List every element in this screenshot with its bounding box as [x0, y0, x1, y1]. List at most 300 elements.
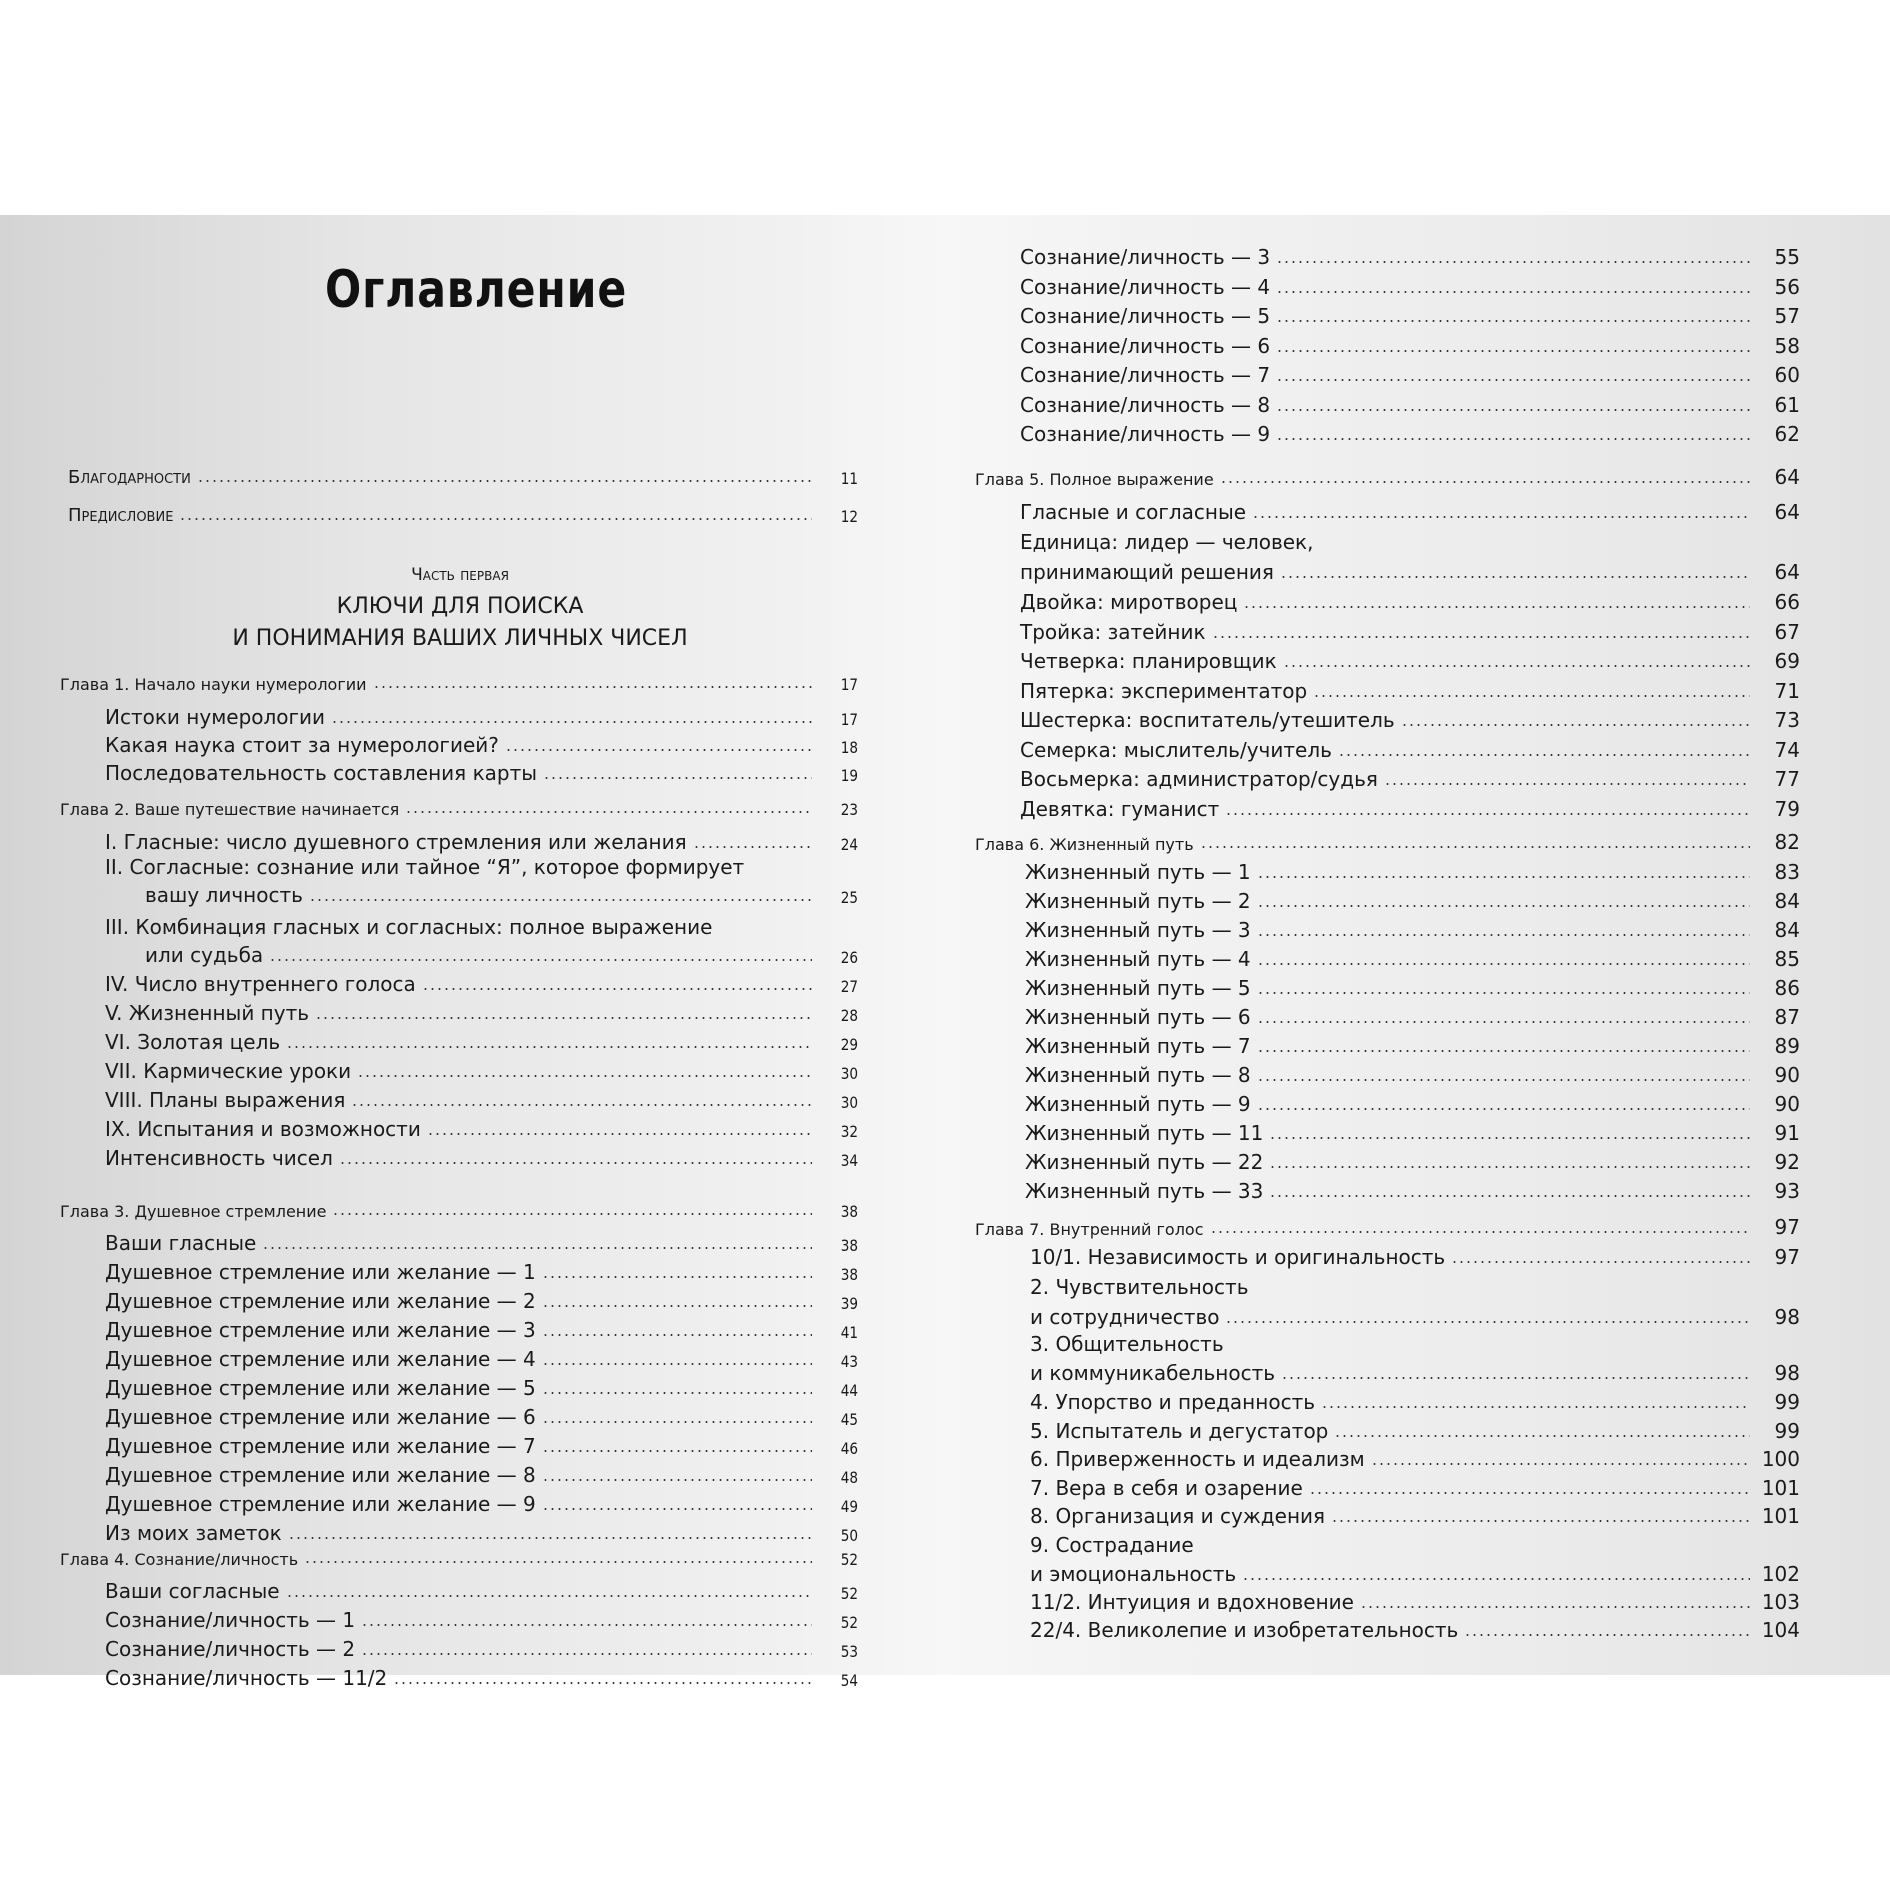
entry-title: Какая наука стоит за нумерологией?: [105, 733, 499, 757]
entry-page: 62: [1774, 422, 1800, 446]
toc-entry[interactable]: [1020, 797, 1800, 821]
dot-leader: [1313, 695, 1750, 697]
chapter-6-heading[interactable]: [975, 830, 1800, 854]
entry-page: 101: [1761, 1504, 1800, 1528]
entry-title: Жизненный путь — 4: [1025, 947, 1251, 971]
entry-page: 64: [1774, 560, 1800, 584]
entry-page: 64: [1774, 500, 1800, 524]
dot-leader: [1276, 409, 1750, 411]
dot-leader: [542, 1363, 812, 1365]
entry-title: Глава 5. Полное выражение: [975, 470, 1214, 489]
toc-entry[interactable]: [1030, 1305, 1800, 1329]
dot-leader: [1212, 636, 1750, 638]
dot-leader: [1360, 1606, 1750, 1608]
toc-entry[interactable]: [105, 1637, 858, 1661]
dot-leader: [1257, 1079, 1750, 1081]
toc-entry[interactable]: [1020, 275, 1800, 299]
dot-leader: [1276, 438, 1750, 440]
entry-title: Глава 2. Ваше путешествие начинается: [60, 800, 400, 819]
toc-entry[interactable]: [1030, 1590, 1800, 1614]
toc-entry[interactable]: [105, 1260, 858, 1284]
dot-leader: [179, 518, 812, 520]
entry-page: 83: [1774, 860, 1800, 884]
entry-title: VII. Кармические уроки: [105, 1059, 352, 1083]
toc-entry[interactable]: [1025, 1179, 1800, 1203]
entry-page: 30: [840, 1064, 858, 1083]
toc-entry[interactable]: [1025, 1005, 1800, 1029]
entry-page: 90: [1774, 1063, 1800, 1087]
toc-entry[interactable]: [1020, 363, 1800, 387]
toc-entry-line1: II. Согласные: сознание или тайное “Я”, которое формирует: [105, 855, 745, 879]
entry-page: 52: [840, 1550, 858, 1569]
entry-title: Сознание/личность — 11/2: [105, 1666, 388, 1690]
entry-title: Сознание/личность — 9: [1020, 422, 1271, 446]
toc-entry[interactable]: [1030, 1476, 1800, 1500]
entry-title: Жизненный путь — 8: [1025, 1063, 1251, 1087]
entry-page: 38: [840, 1236, 858, 1255]
toc-entry-preface[interactable]: [68, 505, 858, 526]
entry-title: Девятка: гуманист: [1020, 796, 1220, 821]
entry-title: I. Гласные: число душевного стремления или желания: [105, 830, 687, 854]
entry-title: Сознание/личность — 6: [1020, 333, 1271, 358]
toc-entry[interactable]: [105, 705, 858, 729]
entry-title: Из моих заметок: [105, 1521, 282, 1545]
dot-leader: [1321, 1406, 1750, 1408]
entry-page: 104: [1761, 1618, 1800, 1642]
toc-entry[interactable]: [105, 1030, 858, 1054]
entry-title: Жизненный путь — 9: [1025, 1092, 1251, 1116]
entry-title: Сознание/личность — 4: [1020, 274, 1271, 299]
entry-title: Сознание/личность — 8: [1020, 392, 1271, 417]
dot-leader: [1281, 1377, 1750, 1379]
toc-entry-line1: 2. Чувствительность: [1030, 1275, 1249, 1299]
part-title-line1: КЛЮЧИ ДЛЯ ПОИСКА: [336, 594, 584, 619]
dot-leader: [351, 1104, 812, 1106]
toc-entry[interactable]: [1020, 767, 1800, 791]
dot-leader: [542, 1276, 812, 1278]
entry-title: Сознание/личность — 5: [1020, 304, 1271, 328]
left-page: [60, 215, 860, 1690]
toc-entry[interactable]: [1020, 500, 1800, 524]
dot-leader: [1334, 1435, 1750, 1437]
toc-entry[interactable]: [1025, 1092, 1800, 1116]
entry-page: 11: [840, 469, 858, 488]
dot-leader: [1283, 665, 1750, 667]
entry-page: 48: [840, 1468, 858, 1487]
book-spread: [0, 215, 1890, 1690]
dot-leader: [1451, 1261, 1750, 1263]
entry-title: Двойка: миротворец: [1020, 590, 1238, 614]
entry-title: Последовательность составления карты: [105, 761, 538, 785]
dot-leader: [332, 1213, 812, 1215]
entry-page: 98: [1774, 1305, 1800, 1329]
entry-title: и коммуникабельность: [1030, 1361, 1276, 1385]
toc-entry[interactable]: [1020, 620, 1800, 644]
toc-entry[interactable]: [1030, 1419, 1800, 1443]
toc-entry[interactable]: [105, 1434, 858, 1458]
entry-title: 11/2. Интуиция и вдохновение: [1030, 1590, 1354, 1614]
toc-entry-line1: 3. Общительность: [1030, 1332, 1224, 1356]
toc-entry[interactable]: [1020, 245, 1800, 269]
entry-title: Душевное стремление или желание — 1: [105, 1260, 536, 1284]
entry-page: 17: [840, 710, 858, 729]
toc-entry[interactable]: [105, 733, 858, 757]
entry-page: 100: [1761, 1447, 1800, 1471]
dot-leader: [422, 988, 812, 990]
entry-title: 8. Организация и суждения: [1030, 1504, 1326, 1528]
toc-entry[interactable]: [1030, 1447, 1800, 1471]
dot-leader: [1210, 1231, 1751, 1233]
entry-page: 57: [1774, 304, 1800, 328]
toc-entry[interactable]: [1025, 947, 1800, 971]
entry-page: 97: [1774, 1215, 1800, 1239]
dot-leader: [373, 686, 812, 688]
entry-page: 99: [1774, 1418, 1800, 1443]
entry-title: Душевное стремление или желание — 3: [105, 1318, 536, 1342]
dot-leader: [542, 1479, 812, 1481]
dot-leader: [331, 721, 812, 723]
toc-entry[interactable]: [1020, 304, 1800, 328]
entry-title: VI. Золотая цель: [105, 1030, 281, 1054]
dot-leader: [1276, 320, 1750, 322]
entry-title: Жизненный путь — 2: [1025, 889, 1251, 913]
entry-page: 99: [1774, 1390, 1800, 1414]
entry-page: 93: [1774, 1179, 1800, 1203]
entry-title: Жизненный путь — 33: [1025, 1179, 1264, 1203]
dot-leader: [288, 1537, 812, 1539]
toc-entry[interactable]: [105, 1059, 858, 1083]
entry-page: 38: [840, 1265, 858, 1284]
entry-page: 56: [1774, 274, 1800, 299]
toc-entry[interactable]: [1025, 889, 1800, 913]
toc-entry[interactable]: [1020, 334, 1800, 358]
toc-entry[interactable]: [1020, 422, 1800, 446]
toc-entry[interactable]: [1020, 649, 1800, 673]
entry-page: 84: [1774, 889, 1800, 913]
dot-leader: [1276, 350, 1750, 352]
toc-entry[interactable]: [1025, 918, 1800, 942]
toc-entry[interactable]: [1030, 1618, 1800, 1642]
entry-page: 32: [840, 1122, 858, 1141]
entry-page: 50: [840, 1526, 858, 1545]
entry-title: Жизненный путь — 22: [1025, 1150, 1264, 1174]
entry-title: Душевное стремление или желание — 4: [105, 1347, 536, 1371]
toc-entry[interactable]: [1020, 679, 1800, 703]
dot-leader: [1257, 876, 1750, 878]
entry-title: вашу личность: [145, 883, 303, 907]
entry-page: 85: [1774, 947, 1800, 971]
toc-entry[interactable]: [1025, 860, 1800, 884]
part-title-line2: И ПОНИМАНИЯ ВАШИХ ЛИЧНЫХ ЧИСЕЛ: [232, 626, 688, 651]
dot-leader: [1384, 783, 1750, 785]
entry-page: 82: [1774, 830, 1800, 854]
entry-page: 38: [840, 1202, 858, 1221]
toc-entry[interactable]: [105, 1405, 858, 1429]
entry-page: 24: [840, 835, 858, 854]
entry-title: Предисловие: [68, 505, 174, 526]
entry-page: 41: [840, 1323, 858, 1342]
dot-leader: [542, 1305, 812, 1307]
toc-entry[interactable]: [1030, 1504, 1800, 1528]
entry-page: 89: [1774, 1034, 1800, 1058]
entry-title: 4. Упорство и преданность: [1030, 1390, 1315, 1414]
entry-title: Жизненный путь — 5: [1025, 976, 1251, 1000]
toc-entry-line1: III. Комбинация гласных и согласных: полное выражение: [105, 915, 713, 939]
entry-page: 58: [1774, 333, 1800, 358]
toc-entry[interactable]: [105, 1318, 858, 1342]
toc-entry[interactable]: [105, 1376, 858, 1400]
toc-entry[interactable]: [105, 1088, 858, 1112]
dot-leader: [1276, 379, 1750, 381]
entry-page: 67: [1774, 619, 1800, 644]
entry-page: 52: [840, 1613, 858, 1632]
dot-leader: [1280, 576, 1750, 578]
toc-entry[interactable]: [105, 972, 858, 996]
toc-entry[interactable]: [1025, 1121, 1800, 1145]
entry-page: 30: [840, 1093, 858, 1112]
toc-entry[interactable]: [105, 1463, 858, 1487]
toc-entry[interactable]: [1025, 1063, 1800, 1087]
entry-title: Четверка: планировщик: [1020, 649, 1277, 673]
entry-page: 45: [840, 1410, 858, 1429]
chapter-7-heading[interactable]: [975, 1215, 1800, 1239]
dot-leader: [361, 1653, 812, 1655]
entry-title: Душевное стремление или желание — 6: [105, 1405, 536, 1429]
entry-title: IX. Испытания и возможности: [105, 1117, 421, 1141]
entry-page: 86: [1774, 976, 1800, 1000]
entry-page: 66: [1774, 590, 1800, 614]
entry-page: 43: [840, 1352, 858, 1371]
toc-entry[interactable]: [105, 761, 858, 785]
part-heading: [60, 565, 860, 655]
dot-leader: [543, 777, 812, 779]
dot-leader: [427, 1133, 812, 1135]
toc-entry[interactable]: [1020, 738, 1800, 762]
dot-leader: [1257, 1021, 1750, 1023]
entry-page: 98: [1774, 1361, 1800, 1385]
dot-leader: [1338, 754, 1750, 756]
entry-page: 39: [840, 1294, 858, 1313]
chapter-4-heading[interactable]: [60, 1550, 858, 1569]
entry-page: 23: [840, 800, 858, 819]
entry-title: 10/1. Независимость и оригинальность: [1030, 1245, 1446, 1269]
entry-page: 84: [1774, 918, 1800, 942]
toc-entry[interactable]: [105, 1608, 858, 1632]
toc-entry[interactable]: [1025, 1034, 1800, 1058]
entry-title: Гласные и согласные: [1020, 500, 1247, 524]
dot-leader: [1220, 481, 1750, 483]
toc-entry[interactable]: [105, 1492, 858, 1516]
toc-entry[interactable]: [1025, 976, 1800, 1000]
toc-entry[interactable]: [105, 1231, 858, 1255]
toc-entry[interactable]: [105, 1146, 858, 1170]
dot-leader: [1225, 1321, 1750, 1323]
chapter-1-heading[interactable]: [60, 675, 858, 694]
toc-entry[interactable]: [1030, 1562, 1800, 1586]
entry-title: Семерка: мыслитель/учитель: [1020, 737, 1332, 762]
entry-title: Жизненный путь — 11: [1025, 1121, 1264, 1145]
entry-page: 54: [840, 1671, 858, 1690]
toc-entry[interactable]: [1025, 1150, 1800, 1174]
entry-title: Душевное стремление или желание — 5: [105, 1376, 536, 1400]
dot-leader: [1276, 291, 1750, 293]
dot-leader: [357, 1075, 812, 1077]
toc-entry[interactable]: [105, 1666, 858, 1690]
chapter-3-heading[interactable]: [60, 1202, 858, 1221]
entry-page: 73: [1774, 708, 1800, 732]
entry-title: 22/4. Великолепие и изобретательность: [1030, 1618, 1459, 1642]
dot-leader: [1371, 1463, 1750, 1465]
entry-page: 12: [840, 507, 858, 526]
entry-page: 46: [840, 1439, 858, 1458]
dot-leader: [269, 959, 812, 961]
dot-leader: [361, 1624, 812, 1626]
entry-page: 69: [1774, 649, 1800, 673]
entry-title: Истоки нумерологии: [105, 705, 326, 729]
toc-entry[interactable]: [1020, 393, 1800, 417]
dot-leader: [315, 1017, 812, 1019]
toc-entry[interactable]: [145, 883, 858, 907]
dot-leader: [1225, 813, 1750, 815]
entry-page: 49: [840, 1497, 858, 1516]
entry-title: V. Жизненный путь: [105, 1001, 310, 1025]
entry-page: 101: [1761, 1475, 1800, 1500]
dot-leader: [1309, 1492, 1750, 1494]
entry-title: Благодарности: [68, 467, 191, 488]
entry-page: 25: [840, 888, 858, 907]
entry-page: 87: [1774, 1005, 1800, 1029]
dot-leader: [542, 1334, 812, 1336]
dot-leader: [1269, 1166, 1750, 1168]
entry-title: Душевное стремление или желание — 8: [105, 1463, 536, 1487]
dot-leader: [542, 1450, 812, 1452]
toc-entry[interactable]: [1020, 590, 1800, 614]
entry-page: 29: [840, 1035, 858, 1054]
dot-leader: [1401, 724, 1750, 726]
entry-title: Глава 6. Жизненный путь: [975, 835, 1194, 854]
dot-leader: [1257, 934, 1750, 936]
entry-title: Тройка: затейник: [1020, 619, 1206, 644]
right-page: [975, 215, 1800, 1675]
part-label: Часть первая: [411, 565, 509, 585]
entry-title: IV. Число внутреннего голоса: [105, 972, 416, 996]
dot-leader: [1257, 963, 1750, 965]
entry-title: 5. Испытатель и дегустатор: [1030, 1418, 1329, 1443]
dot-leader: [1242, 1578, 1750, 1580]
entry-title: 6. Приверженность и идеализм: [1030, 1447, 1365, 1471]
entry-title: Душевное стремление или желание — 2: [105, 1289, 536, 1313]
dot-leader: [286, 1595, 812, 1597]
toc-entry[interactable]: [105, 830, 858, 854]
toc-entry-line1: 9. Сострадание: [1030, 1533, 1194, 1557]
toc-entry[interactable]: [145, 943, 858, 967]
dot-leader: [693, 846, 812, 848]
dot-leader: [1252, 516, 1750, 518]
entry-title: Восьмерка: администратор/судья: [1020, 767, 1378, 791]
toc-entry[interactable]: [105, 1289, 858, 1313]
entry-title: Жизненный путь — 1: [1025, 860, 1251, 884]
toc-entry[interactable]: [105, 1117, 858, 1141]
dot-leader: [1243, 606, 1750, 608]
entry-title: Глава 3. Душевное стремление: [60, 1202, 327, 1221]
dot-leader: [542, 1392, 812, 1394]
toc-entry[interactable]: [1030, 1245, 1800, 1269]
dot-leader: [262, 1247, 812, 1249]
toc-entry[interactable]: [1030, 1390, 1800, 1414]
dot-leader: [542, 1421, 812, 1423]
chapter-2-heading[interactable]: [60, 800, 858, 819]
dot-leader: [542, 1508, 812, 1510]
entry-title: Жизненный путь — 3: [1025, 918, 1251, 942]
dot-leader: [1257, 1108, 1750, 1110]
toc-entry[interactable]: [1020, 560, 1800, 584]
entry-title: Шестерка: воспитатель/утешитель: [1020, 708, 1395, 732]
entry-page: 60: [1774, 363, 1800, 387]
entry-page: 52: [840, 1584, 858, 1603]
entry-page: 17: [840, 675, 858, 694]
entry-page: 26: [840, 948, 858, 967]
entry-title: Сознание/личность — 1: [105, 1608, 356, 1632]
dot-leader: [1331, 1520, 1750, 1522]
entry-page: 18: [840, 738, 858, 757]
toc-entry[interactable]: [105, 1521, 858, 1545]
toc-entry-line1: Единица: лидер — человек,: [1020, 530, 1314, 554]
entry-page: 90: [1774, 1092, 1800, 1116]
dot-leader: [339, 1162, 812, 1164]
toc-entry[interactable]: [105, 1579, 858, 1603]
dot-leader: [393, 1682, 812, 1684]
toc-entry[interactable]: [1020, 708, 1800, 732]
entry-page: 61: [1774, 392, 1800, 417]
chapter-5-heading[interactable]: [975, 465, 1800, 489]
entry-page: 77: [1774, 767, 1800, 791]
dot-leader: [1257, 992, 1750, 994]
toc-entry[interactable]: [105, 1001, 858, 1025]
toc-entry[interactable]: [1030, 1361, 1800, 1385]
dot-leader: [405, 811, 812, 813]
entry-page: 34: [840, 1151, 858, 1170]
entry-title: VIII. Планы выражения: [105, 1088, 346, 1112]
entry-title: Глава 7. Внутренний голос: [975, 1220, 1204, 1239]
entry-title: Душевное стремление или желание — 9: [105, 1492, 536, 1516]
entry-page: 91: [1774, 1121, 1800, 1145]
entry-title: Глава 1. Начало науки нумерологии: [60, 675, 367, 694]
entry-page: 55: [1774, 245, 1800, 269]
entry-page: 92: [1774, 1150, 1800, 1174]
toc-entry-acknowledgements[interactable]: [68, 467, 858, 488]
entry-title: Интенсивность чисел: [105, 1146, 333, 1170]
entry-page: 27: [840, 977, 858, 996]
entry-title: Сознание/личность — 2: [105, 1637, 356, 1661]
toc-entry[interactable]: [105, 1347, 858, 1371]
dot-leader: [1464, 1634, 1750, 1636]
entry-page: 103: [1761, 1590, 1800, 1614]
entry-page: 97: [1774, 1245, 1800, 1269]
entry-page: 44: [840, 1381, 858, 1400]
entry-title: Жизненный путь — 7: [1025, 1034, 1251, 1058]
entry-title: и сотрудничество: [1030, 1305, 1220, 1329]
dot-leader: [1257, 905, 1750, 907]
entry-title: 7. Вера в себя и озарение: [1030, 1475, 1303, 1500]
entry-title: или судьба: [145, 943, 264, 967]
entry-title: и эмоциональность: [1030, 1562, 1237, 1586]
dot-leader: [1257, 1050, 1750, 1052]
entry-title: Глава 4. Сознание/личность: [60, 1550, 299, 1569]
entry-page: 28: [840, 1006, 858, 1025]
dot-leader: [505, 749, 812, 751]
dot-leader: [286, 1046, 812, 1048]
dot-leader: [304, 1561, 812, 1563]
